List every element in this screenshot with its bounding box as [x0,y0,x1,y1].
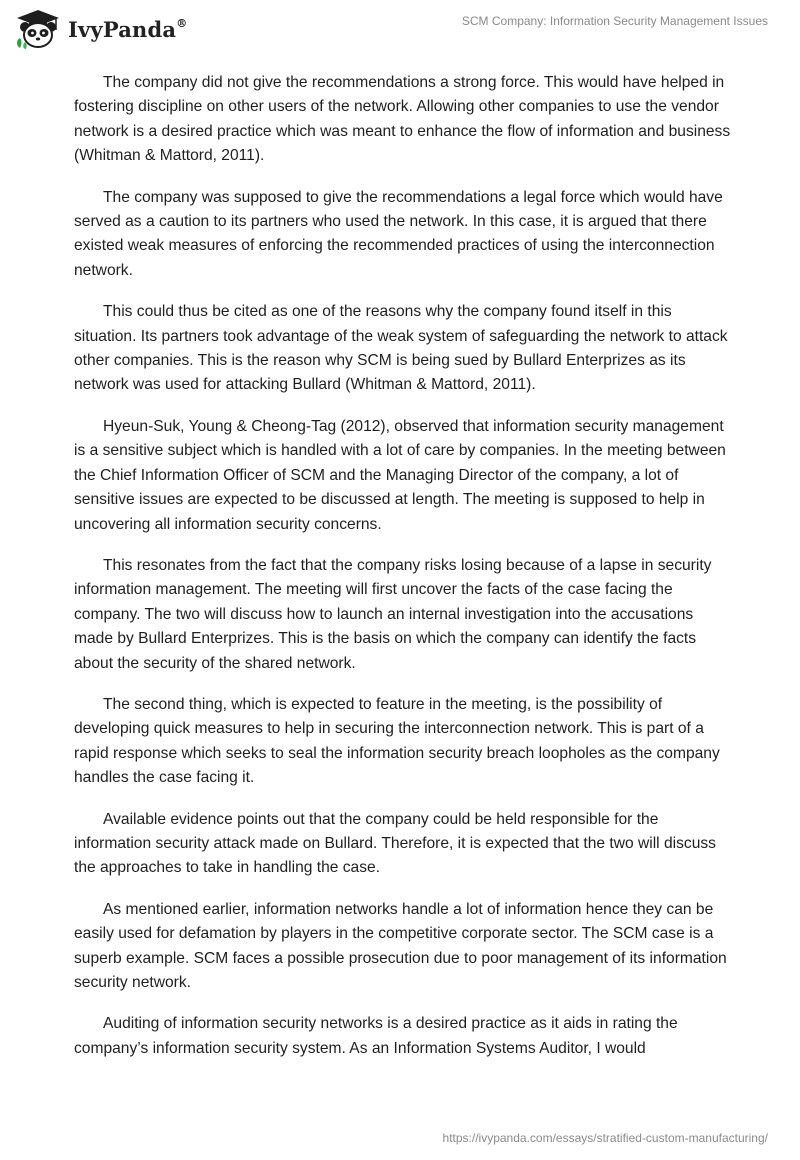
registered-mark: ® [176,16,188,30]
brand-name: IvyPanda® [68,16,188,42]
paragraph: The company did not give the recommendations a strong force. This would have helped in fostering discipline on other users of the network. Allowing other companies to use the vendor network is a desired practice which was meant to enhance the flow of information and business (Whitman & Mattord, 2011). [74,74,731,165]
document-title: SCM Company: Information Security Management Issues [461,14,768,28]
paragraph: This could thus be cited as one of the reasons why the company found itself in this situation. Its partners took advantage of the weak system of safeguarding the network to attack other companies. This is the reason why SCM is being sued by Bullard Enterprizes as its network was used for attacking Bullard (Whitman & Mattord, 2011). [74,303,728,394]
ivypanda-logo[interactable] [14,8,187,50]
paragraph: This resonates from the fact that the company risks losing because of a lapse in security information management. The meeting will first uncover the facts of the case facing the company. The two will discuss how to launch an internal investigation into the accusations made by Bullard Enterprizes. This is the basis on which the company can identify the facts about the security of the shared network. [74,556,712,672]
paragraph: As mentioned earlier, information networks handle a lot of information hence they can be easily used for defamation by players in the competitive corporate sector. The SCM case is a superb example. SCM faces a possible prosecution due to poor management of its information security network. [74,900,727,991]
essay-body [74,71,734,1078]
paragraph: Available evidence points out that the company could be held responsible for the information security attack made on Bullard. Therefore, it is expected that the two will discuss the approaches to take in handling the case. [74,810,716,877]
paragraph: Hyeun-Suk, Young & Cheong-Tag (2012), observed that information security management is a sensitive subject which is handled with a lot of care by companies. In the meeting between the Chief Information Officer of SCM and the Managing Director of the company, a lot of sensitive issues are expected to be discussed at length. The meeting is supposed to help in uncovering all information security concerns. [74,417,726,533]
source-url-link[interactable]: https://ivypanda.com/essays/stratified-custom-manufacturing/ [442,1131,768,1145]
paragraph: The company was supposed to give the recommendations a legal force which would have served as a caution to its partners who used the network. In this case, it is argued that there existed weak measures of enforcing the recommended practices of using the interconnection network. [74,188,723,279]
paragraph: Auditing of information security networks is a desired practice as it aids in rating the company’s information security system. As an Information Systems Auditor, I would [74,1015,678,1057]
panda-graduate-logo-icon [14,8,62,50]
paragraph: The second thing, which is expected to feature in the meeting, is the possibility of developing quick measures to help in securing the interconnection network. This is part of a rapid response which seeks to seal the information security breach loopholes as the company handles the case facing it. [74,695,720,787]
page-header [0,0,800,60]
